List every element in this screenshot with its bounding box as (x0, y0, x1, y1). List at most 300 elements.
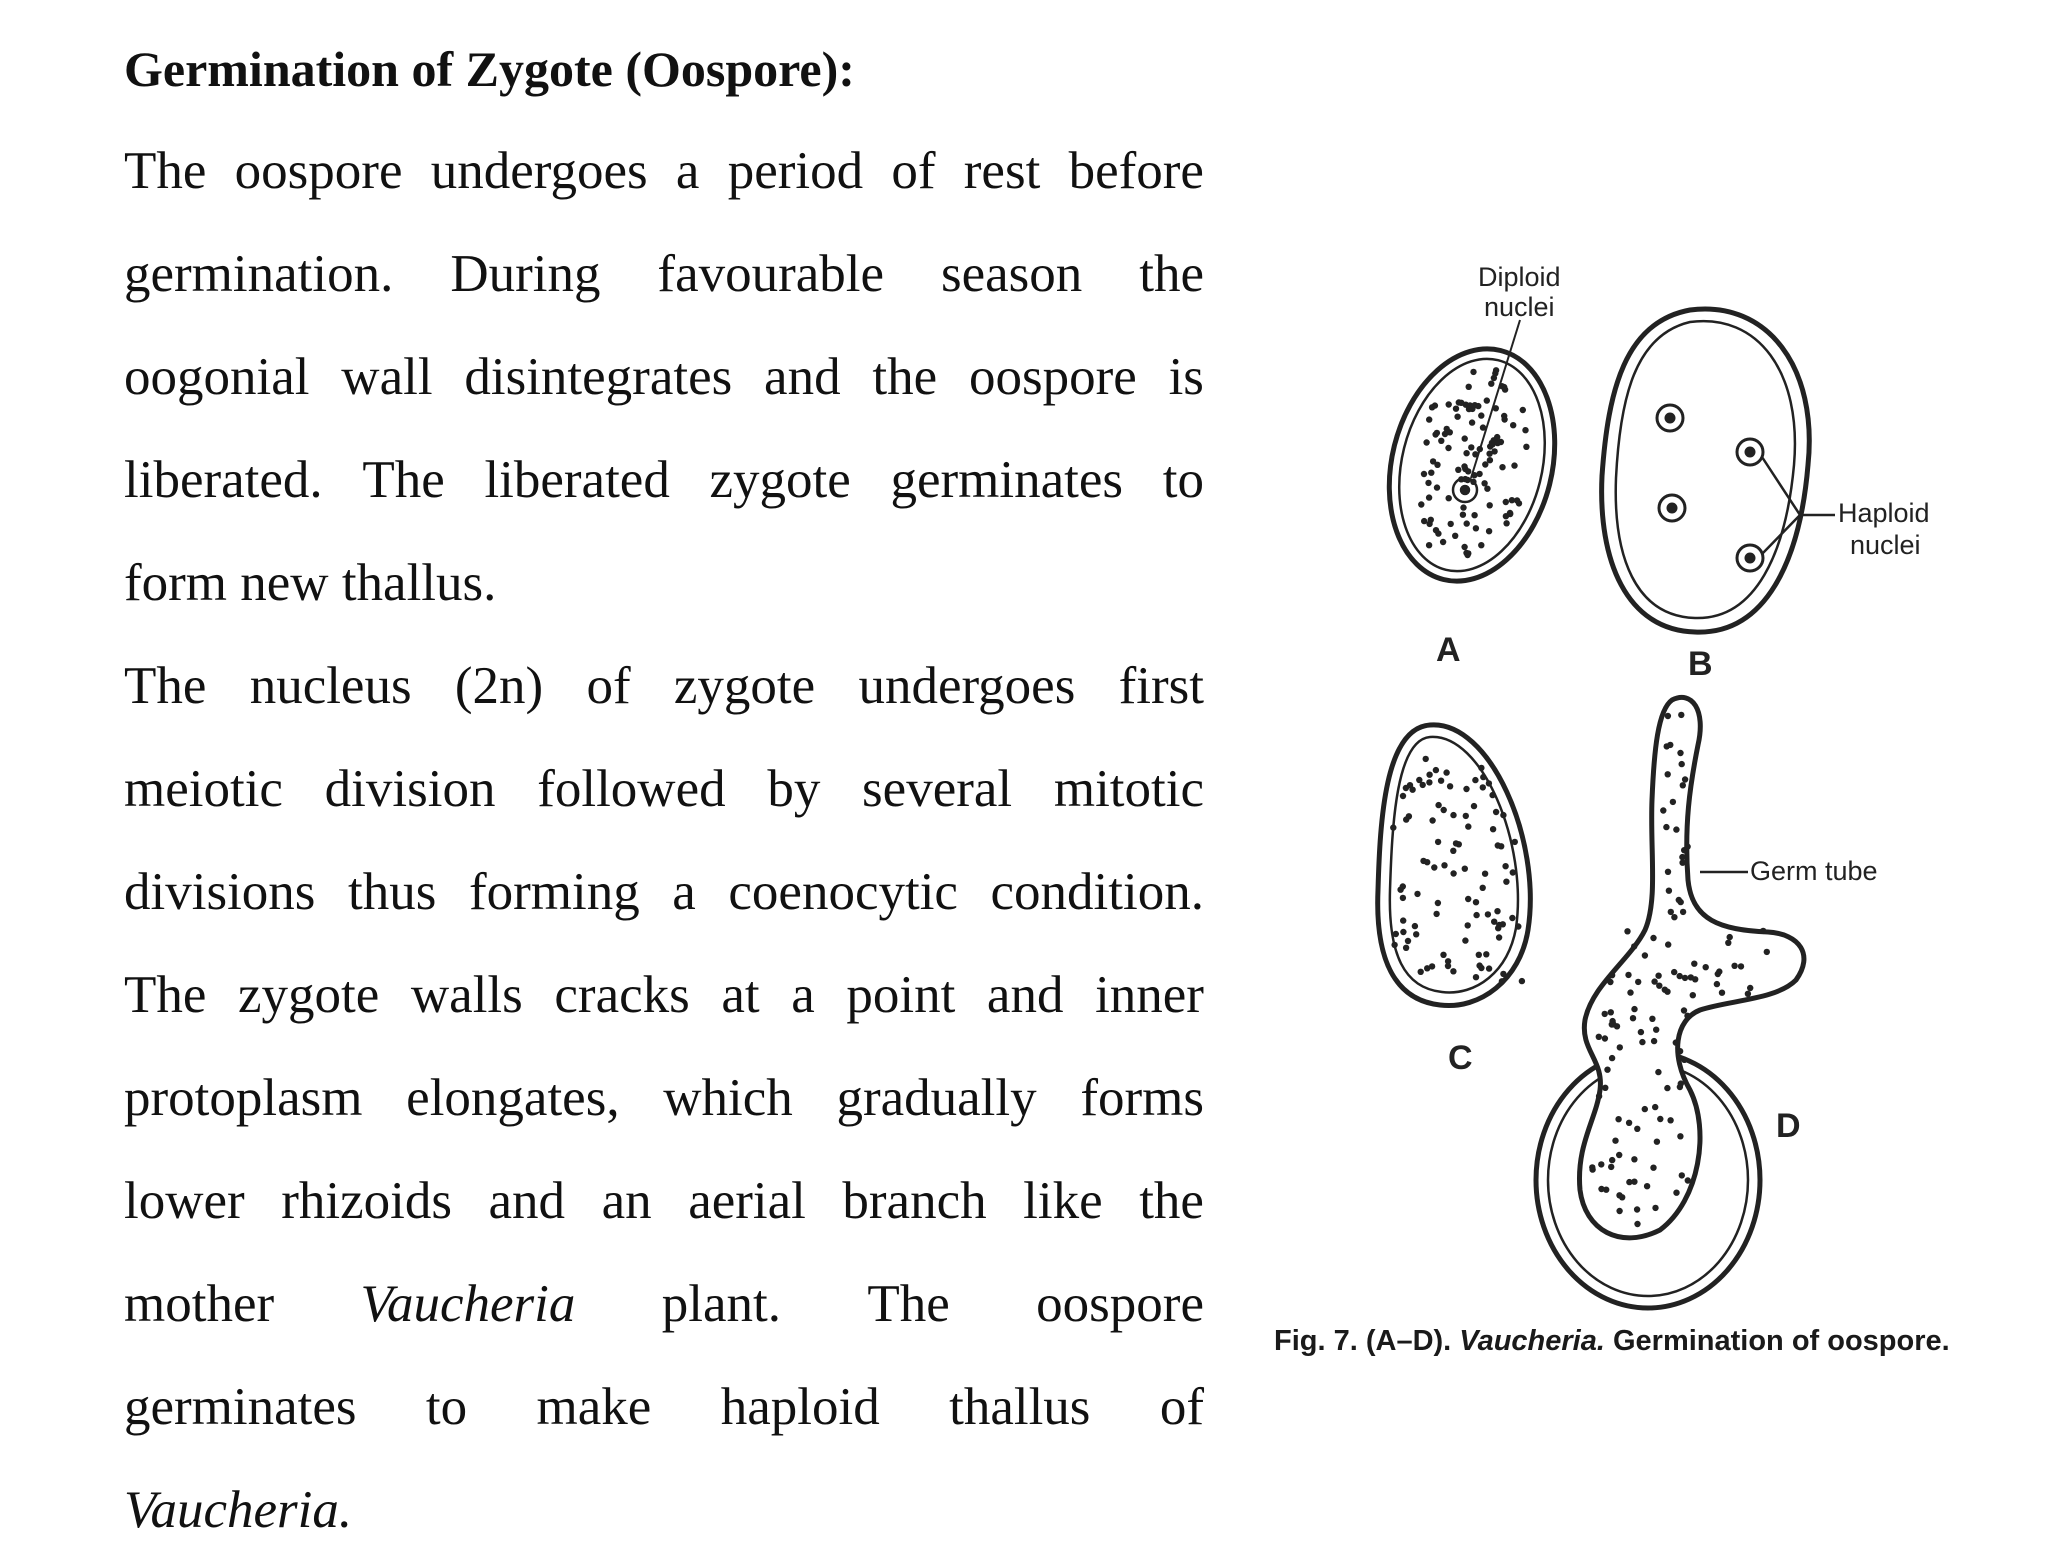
stipple-dot (1421, 471, 1427, 477)
section-heading: Germination of Zygote (Oospore): (124, 41, 855, 97)
stipple-dot (1664, 1085, 1670, 1091)
germ-tube-label: Germ tube (1750, 856, 1878, 886)
word: followed (537, 760, 726, 818)
figure-drawing (1280, 240, 2020, 1360)
stipple-dot (1523, 444, 1529, 450)
stipple-dot (1667, 1117, 1673, 1123)
word: of (891, 142, 936, 200)
stipple-dot (1676, 897, 1682, 903)
stipple-dot (1452, 533, 1458, 539)
cell-b (1602, 309, 1810, 632)
stipple-dot (1657, 1116, 1663, 1122)
word: to (425, 1378, 468, 1436)
stipple-dot (1481, 480, 1487, 486)
caption-genus: Vaucheria. (1459, 1325, 1605, 1357)
text-line (124, 344, 1204, 410)
stipple-dot (1650, 1165, 1656, 1171)
stipple-dot (1512, 839, 1518, 845)
word: zygote (673, 657, 816, 715)
stipple-dot (1472, 777, 1478, 783)
word: aerial (688, 1172, 806, 1230)
word: haploid (720, 1378, 880, 1436)
stipple-dot (1413, 931, 1419, 937)
stipple-dot (1634, 1126, 1640, 1132)
word: an (601, 1172, 652, 1230)
stipple-dot (1463, 786, 1469, 792)
stipple-dot (1665, 771, 1671, 777)
stipple-dot (1440, 952, 1446, 958)
stipple-dot (1596, 1034, 1602, 1040)
stipple-dot (1656, 983, 1662, 989)
word: of (586, 657, 631, 715)
stipple-dot (1469, 419, 1475, 425)
stipple-dot (1665, 713, 1671, 719)
figure-caption (1274, 1320, 2024, 1362)
stipple-dot (1503, 499, 1509, 505)
word: before (1068, 142, 1204, 200)
stipple-dot (1509, 497, 1515, 503)
word: coenocytic (728, 863, 958, 921)
stipple-dot (1626, 1120, 1632, 1126)
caption-rest: Germination of oospore. (1612, 1325, 1950, 1357)
stipple-dot (1453, 406, 1459, 412)
stipple-dot (1435, 802, 1441, 808)
stipple-dot (1446, 401, 1452, 407)
stipple-dot (1727, 934, 1733, 940)
word: oospore (968, 348, 1137, 406)
stipple-dot (1412, 923, 1418, 929)
stipple-dot (1631, 1179, 1637, 1185)
word: forming (468, 863, 640, 921)
stipple-dot (1495, 925, 1501, 931)
word: first (1118, 657, 1204, 715)
stipple-dot (1420, 858, 1426, 864)
stipple-dot (1673, 1039, 1679, 1045)
word: division (324, 760, 496, 818)
stipple-dot (1426, 494, 1432, 500)
stipple-dot (1480, 784, 1486, 790)
word: elongates, (406, 1069, 620, 1127)
word: at (721, 966, 760, 1024)
stipple-dot (1677, 1048, 1683, 1054)
stipple-dot (1490, 826, 1496, 832)
stipple-dot (1692, 976, 1698, 982)
word-italic: Vaucheria (360, 1275, 576, 1333)
stipple-dot (1725, 940, 1731, 946)
stipple-dot (1443, 769, 1449, 775)
haploid-label-line1: Haploid (1838, 498, 1930, 528)
stipple-dot (1465, 896, 1471, 902)
stipple-dot (1485, 911, 1491, 917)
stipple-dot (1461, 544, 1467, 550)
stipple-dot (1478, 542, 1484, 548)
stipple-dot (1445, 445, 1451, 451)
stipple-dot (1630, 1015, 1636, 1021)
stipple-dot (1610, 1021, 1616, 1027)
stipple-dot (1433, 767, 1439, 773)
word: lower (124, 1172, 245, 1230)
stipple-dot (1520, 407, 1526, 413)
word: germinates (124, 1378, 357, 1436)
stipple-dot (1502, 386, 1508, 392)
stipple-dot (1475, 403, 1481, 409)
stipple-dot (1764, 949, 1770, 955)
text-line (124, 962, 1204, 1028)
stipple-dot (1499, 978, 1505, 984)
stipple-dot (1445, 963, 1451, 969)
stipple-dot (1450, 812, 1456, 818)
word: The (362, 451, 445, 509)
stipple-dot (1482, 871, 1488, 877)
stipple-dot (1500, 812, 1506, 818)
word: a (675, 142, 700, 200)
word: undergoes (858, 657, 1076, 715)
stipple-dot (1603, 1187, 1609, 1193)
text-line (124, 241, 1204, 307)
stipple-dot (1681, 1007, 1687, 1013)
word: period (727, 142, 864, 200)
stipple-dot (1685, 1177, 1691, 1183)
stipple-dot (1627, 989, 1633, 995)
stipple-dot (1498, 843, 1504, 849)
stipple-dot (1638, 1029, 1644, 1035)
stipple-dot (1682, 776, 1688, 782)
word: rest (963, 142, 1041, 200)
word: forms (1080, 1069, 1204, 1127)
stipple-dot (1429, 404, 1435, 410)
stipple-dot (1602, 1011, 1608, 1017)
stipple-dot (1462, 937, 1468, 943)
stipple-dot (1484, 397, 1490, 403)
label-d: D (1776, 1107, 1801, 1145)
stipple-dot (1652, 1104, 1658, 1110)
stipple-dot (1522, 427, 1528, 433)
word: nucleus (249, 657, 412, 715)
word: The (124, 142, 207, 200)
word: mother (124, 1275, 275, 1333)
stipple-dot (1433, 911, 1439, 917)
stipple-dot (1491, 375, 1497, 381)
stipple-dot (1426, 772, 1432, 778)
stipple-dot (1418, 969, 1424, 975)
stipple-dot (1609, 1055, 1615, 1061)
stipple-dot (1673, 826, 1679, 832)
stipple-dot (1616, 1152, 1622, 1158)
stipple-dot (1478, 412, 1484, 418)
stipple-dot (1428, 470, 1434, 476)
stipple-dot (1465, 823, 1471, 829)
stipple-dot (1679, 854, 1685, 860)
stipple-dot (1400, 793, 1406, 799)
word: liberated. (124, 451, 323, 509)
stipple-dot (1430, 458, 1436, 464)
stipple-dot (1679, 860, 1685, 866)
stipple-dot (1403, 785, 1409, 791)
stipple-dot (1663, 824, 1669, 830)
text-line (124, 1168, 1204, 1234)
stipple-dot (1491, 448, 1497, 454)
stipple-dot (1714, 981, 1720, 987)
stipple-dot (1650, 935, 1656, 941)
word: plant. (661, 1275, 782, 1333)
stipple-dot (1635, 979, 1641, 985)
stipple-dot (1426, 779, 1432, 785)
stipple-dot (1450, 968, 1456, 974)
word: divisions (124, 863, 316, 921)
diploid-label-line1: Diploid (1478, 262, 1561, 292)
stipple-dot (1716, 968, 1722, 974)
stipple-dot (1403, 945, 1409, 951)
stipple-dot (1400, 895, 1406, 901)
word: The (867, 1275, 950, 1333)
stipple-dot (1653, 1027, 1659, 1033)
word: liberated (484, 451, 670, 509)
stipple-dot (1487, 502, 1493, 508)
stipple-dot (1460, 504, 1466, 510)
stipple-dot (1470, 369, 1476, 375)
text-line (124, 1374, 1204, 1440)
stipple-dot (1473, 974, 1479, 980)
stipple-dot (1655, 1069, 1661, 1075)
stipple-dot (1609, 972, 1615, 978)
stipple-dot (1631, 1156, 1637, 1162)
word: rhizoids (281, 1172, 452, 1230)
stipple-dot (1441, 862, 1447, 868)
stipple-dot (1616, 1192, 1622, 1198)
stipple-dot (1501, 416, 1507, 422)
stipple-dot (1462, 866, 1468, 872)
haploid-label-line2: nuclei (1850, 530, 1921, 560)
stipple-dot (1673, 1190, 1679, 1196)
word: the (1139, 245, 1204, 303)
stipple-dot (1486, 528, 1492, 534)
stipple-dot (1679, 1172, 1685, 1178)
word: mitotic (1053, 760, 1204, 818)
stipple-dot (1462, 435, 1468, 441)
word: The (124, 657, 207, 715)
stipple-dot (1510, 422, 1516, 428)
stipple-dot (1435, 900, 1441, 906)
stipple-dot (1390, 824, 1396, 830)
stipple-dot (1446, 495, 1452, 501)
stipple-dot (1423, 756, 1429, 762)
stipple-dot (1617, 1044, 1623, 1050)
stipple-dot (1731, 963, 1737, 969)
stipple-dot (1681, 847, 1687, 853)
stipple-dot (1690, 992, 1696, 998)
stipple-dot (1510, 869, 1516, 875)
stipple-dot (1429, 817, 1435, 823)
stipple-dot (1745, 991, 1751, 997)
word: thus (348, 863, 437, 921)
stipple-dot (1416, 777, 1422, 783)
figure (1280, 240, 2020, 1360)
word: point (846, 966, 956, 1024)
stipple-dot (1453, 840, 1459, 846)
stipple-dot (1434, 430, 1440, 436)
stipple-dot (1738, 963, 1744, 969)
stipple-dot (1471, 803, 1477, 809)
stipple-dot (1483, 951, 1489, 957)
word: the (1139, 1172, 1204, 1230)
stipple-dot (1519, 978, 1525, 984)
stipple-dot (1511, 462, 1517, 468)
stipple-dot (1406, 813, 1412, 819)
stipple-dot (1703, 964, 1709, 970)
caption-prefix: Fig. 7. (A–D). (1274, 1325, 1452, 1357)
text-line (124, 1065, 1204, 1131)
stipple-dot (1428, 517, 1434, 523)
stipple-dot (1662, 987, 1668, 993)
stipple-dot (1495, 440, 1501, 446)
stipple-dot (1499, 464, 1505, 470)
stipple-dot (1651, 1038, 1657, 1044)
stipple-dot (1515, 923, 1521, 929)
word: meiotic (124, 760, 283, 818)
stipple-dot (1666, 888, 1672, 894)
stipple-dot (1631, 943, 1637, 949)
stipple-dot (1455, 467, 1461, 473)
word: make (536, 1378, 652, 1436)
word: wall (341, 348, 433, 406)
stipple-dot (1719, 990, 1725, 996)
stipple-dot (1448, 521, 1454, 527)
stipple-dot (1589, 1164, 1595, 1170)
stipple-dot (1423, 439, 1429, 445)
stipple-dot (1435, 839, 1441, 845)
word: germinates (890, 451, 1124, 509)
label-c: C (1448, 1039, 1473, 1077)
word: branch (842, 1172, 987, 1230)
stipple-dot (1507, 510, 1513, 516)
stipple-dot (1438, 778, 1444, 784)
stipple-dot (1450, 848, 1456, 854)
stipple-dot (1654, 1139, 1660, 1145)
word: gradually (836, 1069, 1037, 1127)
text-line-italic: Vaucheria. (124, 1481, 353, 1539)
stipple-dot (1624, 928, 1630, 934)
word: like (1023, 1172, 1103, 1230)
word: the (872, 348, 938, 406)
word: condition. (990, 863, 1204, 921)
stipple-dot (1454, 414, 1460, 420)
stipple-dot (1665, 941, 1671, 947)
stipple-dot (1486, 780, 1492, 786)
stipple-dot (1642, 1106, 1648, 1112)
stipple-dot (1465, 550, 1471, 556)
stipple-dot (1421, 518, 1427, 524)
word: oospore (1036, 1275, 1204, 1333)
stipple-dot (1465, 468, 1471, 474)
word: The (124, 966, 207, 1024)
stipple-dot (1644, 1183, 1650, 1189)
stipple-dot (1509, 915, 1515, 921)
stipple-dot (1602, 1085, 1608, 1091)
word: germination. (124, 245, 394, 303)
word: several (862, 760, 1013, 818)
stipple-dot (1503, 520, 1509, 526)
stipple-dot (1480, 885, 1486, 891)
stipple-dot (1760, 928, 1766, 934)
stipple-dot (1473, 899, 1479, 905)
word: and (986, 966, 1064, 1024)
label-a: A (1436, 631, 1461, 669)
stipple-dot (1671, 914, 1677, 920)
word: oospore (234, 142, 403, 200)
stipple-dot (1607, 979, 1613, 985)
stipple-dot (1431, 864, 1437, 870)
word: and (764, 348, 841, 406)
stipple-dot (1500, 971, 1506, 977)
word: is (1168, 348, 1204, 406)
stipple-dot (1639, 1039, 1645, 1045)
stipple-dot (1426, 416, 1432, 422)
stipple-dot (1486, 965, 1492, 971)
stipple-dot (1466, 384, 1472, 390)
stipple-dot (1625, 972, 1631, 978)
stipple-dot (1682, 975, 1688, 981)
stipple-dot (1679, 761, 1685, 767)
text-line (124, 138, 1204, 204)
stipple-dot (1608, 1164, 1614, 1170)
stipple-dot (1418, 501, 1424, 507)
stipple-dot (1664, 743, 1670, 749)
word: inner (1095, 966, 1204, 1024)
word: During (450, 245, 601, 303)
word: oogonial (124, 348, 310, 406)
stipple-dot (1468, 444, 1474, 450)
stipple-dot (1678, 1080, 1684, 1086)
stipple-dot (1652, 1205, 1658, 1211)
stipple-dot (1608, 1009, 1614, 1015)
word: which (663, 1069, 793, 1127)
text-line (124, 653, 1204, 719)
stipple-dot (1473, 912, 1479, 918)
diploid-label-line2: nuclei (1484, 292, 1555, 322)
stipple-dot (1598, 1161, 1604, 1167)
stipple-dot (1426, 542, 1432, 548)
stipple-dot (1503, 879, 1509, 885)
stipple-dot (1438, 438, 1444, 444)
stipple-dot (1473, 525, 1479, 531)
word: a (791, 966, 815, 1024)
text-line (124, 859, 1204, 925)
stipple-dot (1405, 938, 1411, 944)
stipple-dot (1494, 908, 1500, 914)
cell-d (1536, 697, 1804, 1308)
stipple-dot (1502, 863, 1508, 869)
stipple-dot (1425, 480, 1431, 486)
stipple-dot (1434, 484, 1440, 490)
stipple-dot (1660, 807, 1666, 813)
word: to (1162, 451, 1204, 509)
stipple-dot (1668, 909, 1674, 915)
stipple-dot (1480, 774, 1486, 780)
text-line (124, 1271, 1204, 1337)
stipple-dot (1634, 1206, 1640, 1212)
stipple-dot (1680, 782, 1686, 788)
stipple-dot (1414, 891, 1420, 897)
text-line (124, 756, 1204, 822)
stipple-dot (1691, 961, 1697, 967)
stipple-dot (1476, 952, 1482, 958)
stipple-dot (1471, 512, 1477, 518)
word: and (488, 1172, 566, 1230)
stipple-dot (1681, 1057, 1687, 1063)
word: zygote (238, 966, 380, 1024)
stipple-dot (1596, 1093, 1602, 1099)
cell-a-stipple (1418, 367, 1530, 558)
